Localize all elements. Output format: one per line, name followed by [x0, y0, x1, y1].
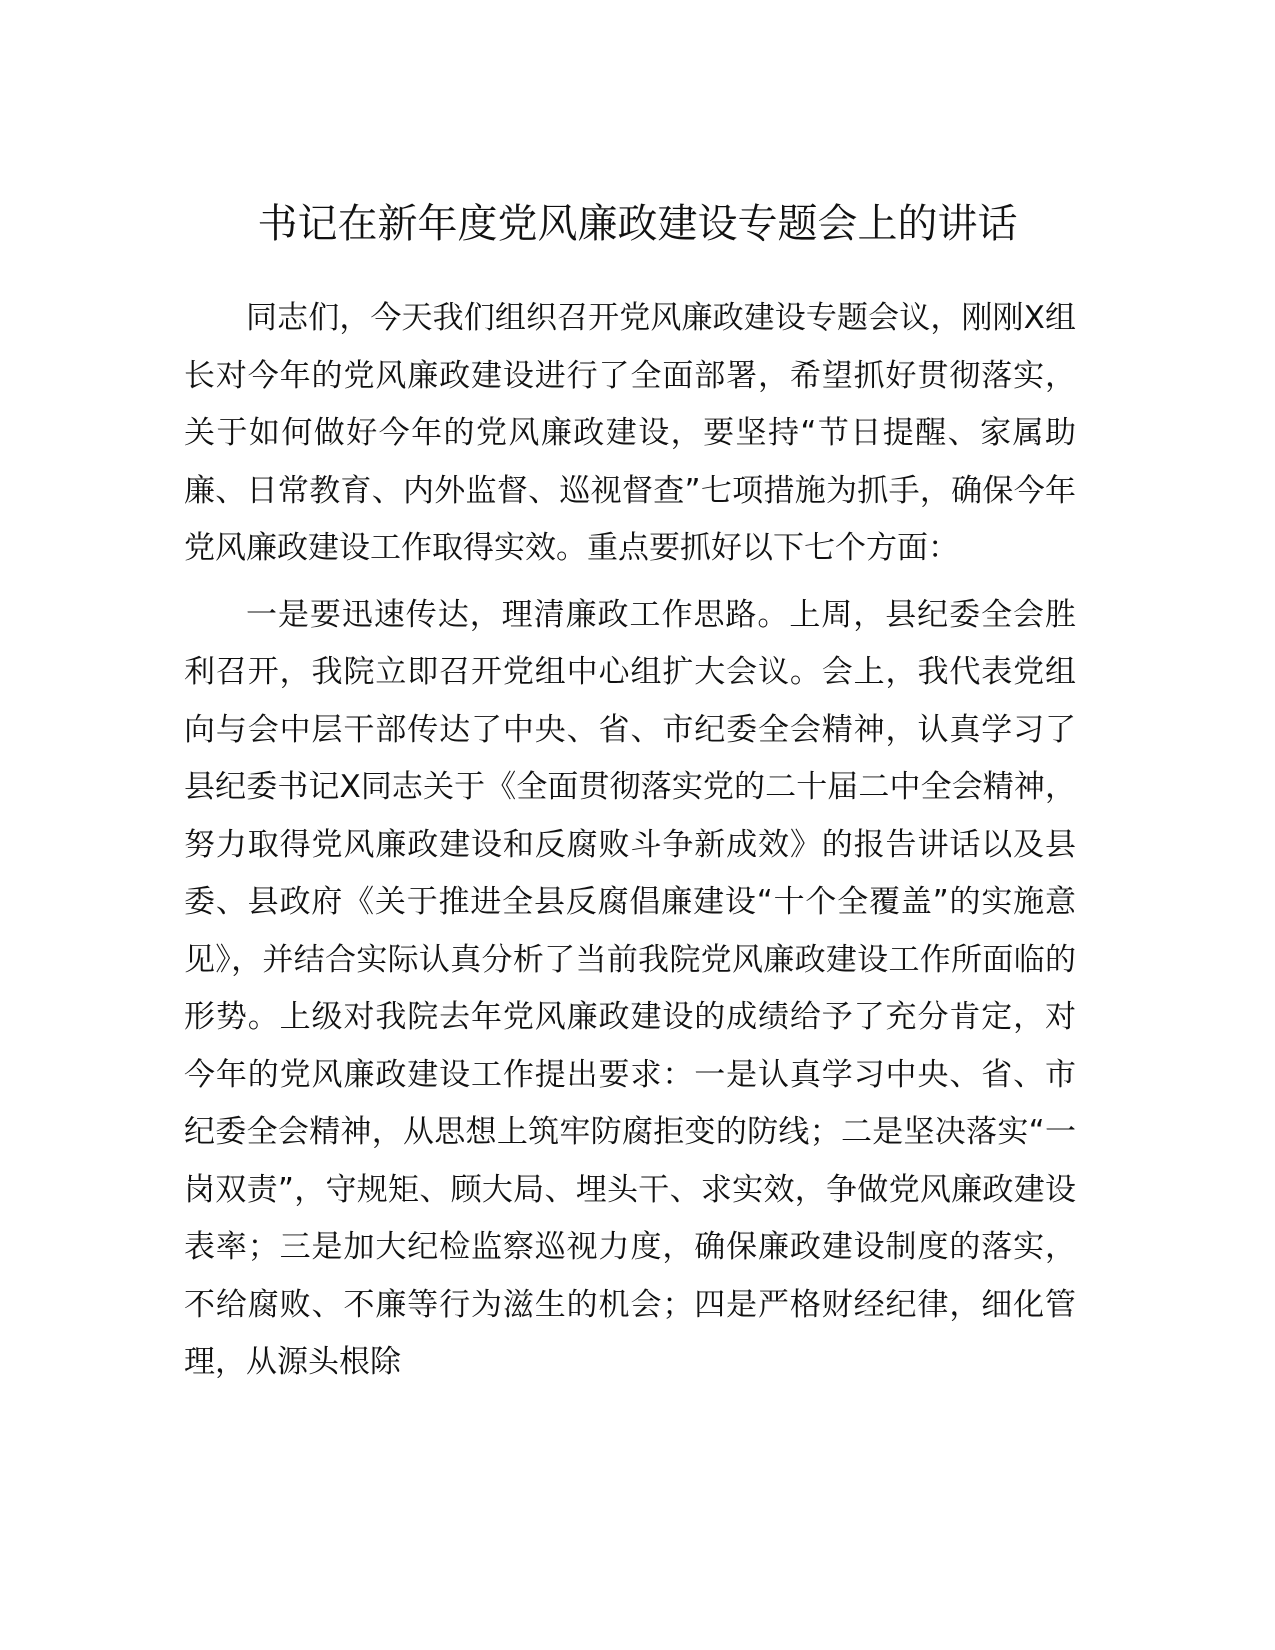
paragraph-point-one: 一是要迅速传达，理清廉政工作思路。上周，县纪委全会胜利召开，我院立即召开党组中心组扩大会议。会上，我代表党组向与会中层干部传达了中央、省、市纪委全会精神，认真学习了县纪委书记X同志关于《全面贯彻落实党的二十届二中全会精神，努力取得党风廉政建设和反腐败斗争新成效》的报告讲话以及县委、县政府《关于推进全县反腐倡廉建设“十个全覆盖”的实施意见》，并结合实际认真分析了当前我院党风廉政建设工作所面临的形势。上级对我院去年党风廉政建设的成绩给予了充分肯定，对今年的党风廉政建设工作提出要求：一是认真学习中央、省、市纪委全会精神，从思想上筑牢防腐拒变的防线；二是坚决落实“一岗双责”，守规矩、顾大局、埋头干、求实效，争做党风廉政建设表率；三是加大纪检监察巡视力度，确保廉政建设制度的落实，不给腐败、不廉等行为滋生的机会；四是严格财经纪律，细化管理，从源头根除 [184, 596, 1076, 1380]
document-title: 书记在新年度党风廉政建设专题会上的讲话 [257, 201, 1018, 247]
document-body [184, 290, 1076, 1392]
paragraph-intro: 同志们，今天我们组织召开党风廉政建设专题会议，刚刚X组长对今年的党风廉政建设进行了全面部署，希望抓好贯彻落实，关于如何做好今年的党风廉政建设，要坚持“节日提醒、家属助廉、日常教育、内外监督、巡视督查”七项措施为抓手，确保今年党风廉政建设工作取得实效。重点要抓好以下七个方面： [184, 300, 1076, 566]
